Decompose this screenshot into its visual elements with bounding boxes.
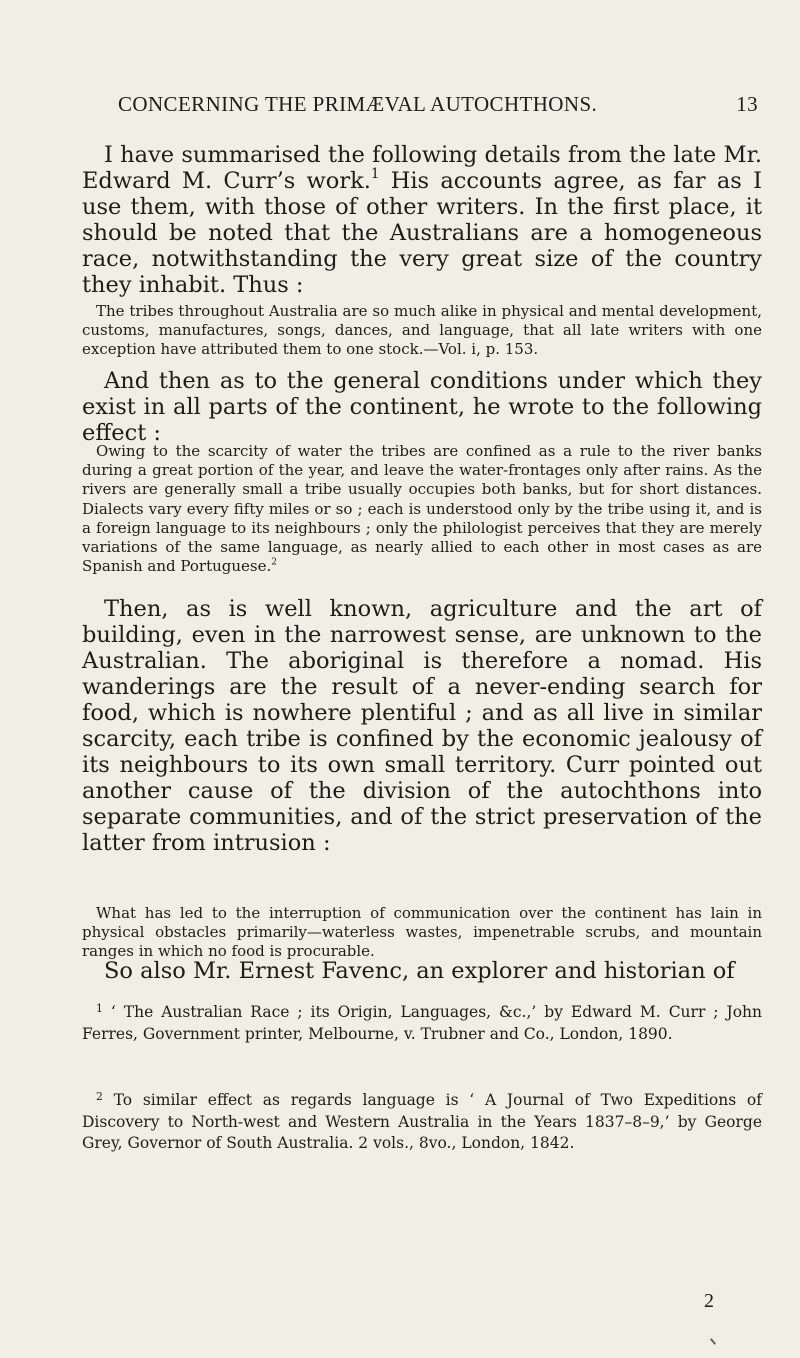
running-head (118, 92, 758, 116)
paragraph-text: I have summarised the following details from the late Mr. Edward M. Curr’s work. (82, 142, 762, 194)
printer-tick-mark (710, 1338, 716, 1345)
running-head-title: CONCERNING THE PRIMÆVAL AUTOCHTHONS. (118, 92, 598, 116)
paragraph-nomad: Then, as is well known, agriculture and the art of building, even in the narrowest sense, are unknown to the Australian. The aboriginal is therefore a nomad. His wanderings are the result of a never-ending search for food, which is nowhere plentiful ; and as all live in similar scarcity, each tribe is confined by the economic jealousy of its neighbours to its own small territory. Curr pointed out another cause of the division of the autochthons into separate communities, and of the strict preservation of the latter from intrusion : (82, 596, 762, 856)
quotation-physical-obstacles: What has led to the interruption of communication over the continent has lain in physical obstacles primarily—waterless wastes, impenetrable scrubs, and mountain ranges in which no food is procurable. (82, 904, 762, 961)
page-number: 13 (736, 92, 758, 116)
signature-mark: 2 (704, 1290, 714, 1312)
footnote-reference: 2 (271, 557, 277, 568)
footnote-marker: 1 (96, 1002, 103, 1016)
paragraph-curr-summary (82, 142, 762, 298)
paragraph-general-conditions: And then as to the general conditions under which they exist in all parts of the continent, he wrote to the following effect : (82, 368, 762, 446)
quotation-scarcity-of-water (82, 442, 762, 576)
paragraph-favenc: So also Mr. Ernest Favenc, an explorer and historian of (104, 958, 735, 984)
quotation-text: Owing to the scarcity of water the tribes are confined as a rule to the river banks during a great portion of the year, and leave the water-frontages only after rains. As the rivers are generally small a tribe usually occupies both banks, but for short distances. Dialects vary every fifty miles or so ; each is understood only by the tribe using it, and is a foreign language to its neighbours ; only the philologist perceives that they are merely variations of the same language, as nearly allied to each other in most cases as are Spanish and Portuguese. (82, 442, 762, 576)
footnote-marker: 2 (96, 1090, 103, 1104)
footnote-2 (82, 1090, 762, 1155)
quotation-homogeneous-race: The tribes throughout Australia are so much alike in physical and mental development, customs, manufactures, songs, dances, and language, that all late writers with one exception have attributed them to one stock.—Vol. i, p. 153. (82, 302, 762, 359)
footnote-text: To similar effect as regards language is ‘ A Journal of Two Expeditions of Discovery to North-west and Western Australia in the Years 1837–8–9,’ by George Grey, Governor of South Australia. 2 vols., 8vo., London, 1842. (82, 1091, 762, 1152)
footnote-text: ‘ The Australian Race ; its Origin, Languages, &c.,’ by Edward M. Curr ; John Ferres, Government printer, Melbourne, v. Trubner and Co., London, 1890. (82, 1003, 762, 1043)
footnote-reference: 1 (370, 165, 380, 182)
footnote-1 (82, 1002, 762, 1045)
paragraph-text: His accounts agree, as far as I use them, with those of other writers. In the first place, it should be noted that the Australians are a homogeneous race, notwithstanding the very great size of the country they inhabit. Thus : (82, 168, 762, 298)
